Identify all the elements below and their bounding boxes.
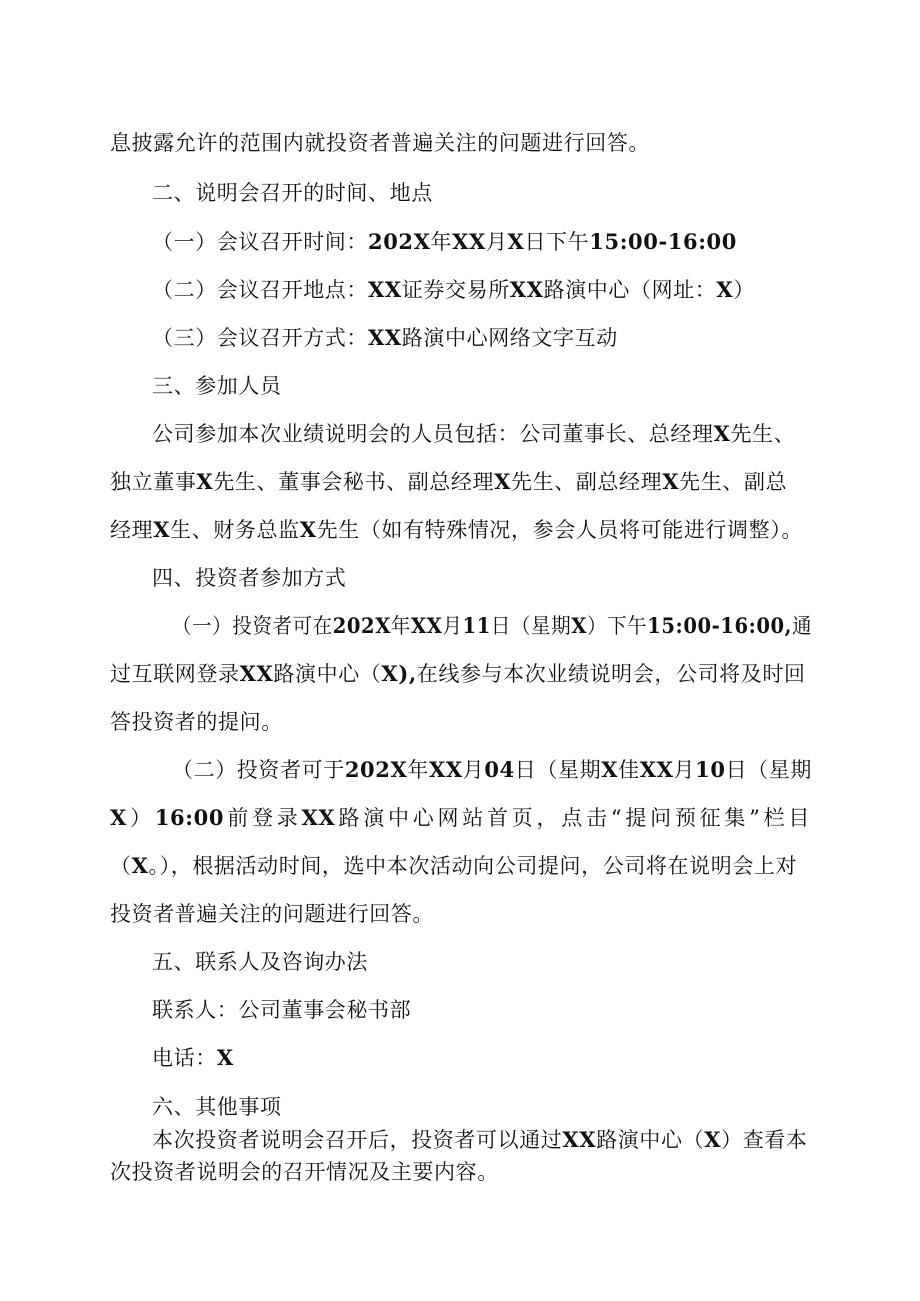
text-run: 过互联网登录 [110, 662, 240, 686]
text-run: 六、其他事项 [152, 1095, 282, 1119]
text-run: 经理 [110, 518, 154, 542]
text-run: 路演中心网络文字互动 [401, 326, 618, 350]
text-run: 16:00 [154, 805, 225, 830]
text-run: XX [509, 277, 544, 302]
text-run: 次投资者说明会的召开情况及主要内容。 [110, 1160, 499, 1184]
text-run: 月 [442, 614, 463, 638]
text-run: 先生、 [730, 422, 796, 446]
section-heading-6 [152, 1092, 282, 1122]
text-run: XX [239, 661, 274, 686]
text-run: ） [733, 278, 755, 302]
method-one-line-2 [110, 659, 806, 689]
text-run: 。），根据活动时间，选中本次活动向公司提问，公司将在说明会上对 [148, 854, 798, 878]
text-run: 年 [390, 614, 412, 638]
text-run: 先生（如有特殊情况，参会人员将可能进行调整）。 [316, 518, 803, 542]
text-run: 本次投资者说明会召开后，投资者可以通过 [152, 1128, 563, 1152]
text-run: 先生、副总 [679, 470, 788, 494]
text-run: XX [368, 325, 402, 350]
text-run: X [381, 661, 399, 686]
text-run: 202X [332, 613, 391, 638]
text-run: X [494, 469, 512, 494]
text-run: 日下午 [524, 230, 590, 254]
text-run: 15:00-16:00, [647, 613, 793, 638]
text-run: XX [411, 613, 443, 638]
text-run: 月 [462, 758, 485, 782]
text-run: 日（星期 [514, 758, 602, 782]
method-one-line-3 [110, 707, 283, 737]
text-run: 路演中心（ [273, 662, 382, 686]
text-run: X [662, 469, 680, 494]
other-matters-line-2 [110, 1157, 499, 1187]
text-run: 先生、副总经理 [511, 470, 663, 494]
text-run: 202X [344, 757, 408, 782]
text-run: X [131, 853, 149, 878]
method-two-line-3 [110, 851, 797, 881]
text-run: X [299, 517, 317, 542]
text-run: 证券交易所 [401, 278, 510, 302]
participants-line-1 [152, 419, 795, 449]
text-run: XX [639, 757, 674, 782]
text-run: ） [126, 806, 155, 830]
text-run: X [713, 421, 731, 446]
text-run: X [153, 517, 171, 542]
text-run: 二、说明会召开的时间、地点 [152, 181, 433, 205]
text-run: 04 [484, 757, 515, 782]
text-run: 投资者普遍关注的问题进行回答。 [110, 902, 434, 926]
text-run: 路演中心网站首页，点击“提问预征集”栏目 [335, 806, 810, 830]
text-run: 10 [695, 757, 726, 782]
text-run: X [716, 277, 734, 302]
other-matters-line-1 [152, 1125, 808, 1155]
text-run: 在线参与本次业绩说明会，公司将及时回 [416, 662, 806, 686]
text-run: （三）会议召开方式： [152, 326, 368, 350]
section-heading-2 [152, 178, 433, 208]
text-run: 月 [485, 230, 508, 254]
paragraph-line [110, 128, 650, 158]
text-run: 生、财务总监 [170, 518, 300, 542]
text-run: （ [110, 854, 132, 878]
section-heading-3 [152, 371, 282, 401]
text-run: 三、参加人员 [152, 374, 282, 398]
contact-person-line [152, 995, 411, 1025]
text-run: 年 [407, 758, 429, 782]
text-run: XX [452, 229, 486, 254]
text-run: XX [368, 277, 402, 302]
text-run: 息披露允许的范围内就投资者普遍关注的问题进行回答。 [110, 131, 650, 155]
text-run: 日（星期 [725, 758, 812, 782]
section-heading-4 [152, 563, 346, 593]
text-run: 通 [792, 614, 813, 638]
text-run: X [601, 757, 619, 782]
text-run: 年 [430, 230, 453, 254]
text-run: X [196, 469, 214, 494]
text-run: 202X [368, 229, 431, 254]
text-run: 联系人：公司董事会秘书部 [152, 998, 412, 1022]
meeting-place-line [152, 275, 755, 305]
text-run: 前登录 [224, 806, 302, 830]
text-run: X [571, 613, 587, 638]
text-run: 五、联系人及咨询办法 [152, 950, 368, 974]
text-run: ）下午 [586, 614, 648, 638]
text-run: 四、投资者参加方式 [152, 566, 347, 590]
method-one-line-1 [172, 611, 812, 641]
text-run: XX [301, 805, 336, 830]
text-run: 电话： [152, 1046, 217, 1070]
method-two-line-4 [110, 899, 434, 929]
text-run: 先生、董事会秘书、副总经理 [213, 470, 495, 494]
section-heading-5 [152, 947, 368, 977]
text-run: 15:00-16:00 [589, 229, 737, 254]
text-run: 日（星期 [490, 614, 572, 638]
text-run: X [507, 229, 525, 254]
text-run: XX [428, 757, 463, 782]
text-run: 路演中心（ [596, 1128, 705, 1152]
text-run: 公司参加本次业绩说明会的人员包括：公司董事长、总经理 [152, 422, 714, 446]
participants-line-2 [110, 467, 787, 497]
text-run: 答投资者的提问。 [110, 710, 283, 734]
meeting-time-line [152, 227, 737, 257]
text-run: X [110, 805, 127, 830]
text-run: 路演中心（网址： [543, 278, 717, 302]
text-run: （二）投资者可于 [172, 758, 345, 782]
text-run: 独立董事 [110, 470, 197, 494]
participants-line-3 [110, 515, 803, 545]
method-two-line-1 [172, 755, 812, 785]
text-run: X [216, 1045, 234, 1070]
text-run: （一）投资者可在 [172, 614, 333, 638]
text-run: XX [562, 1127, 597, 1152]
text-run: 佳 [618, 758, 640, 782]
text-run: ）查看本 [721, 1128, 808, 1152]
meeting-method-line [152, 323, 618, 353]
text-run: ), [398, 661, 417, 686]
phone-line [152, 1043, 234, 1073]
text-run: （二）会议召开地点： [152, 278, 368, 302]
text-run: 11 [462, 613, 491, 638]
text-run: （一）会议召开时间： [152, 230, 368, 254]
text-run: 月 [673, 758, 696, 782]
method-two-line-2 [110, 803, 810, 833]
text-run: X [704, 1127, 722, 1152]
